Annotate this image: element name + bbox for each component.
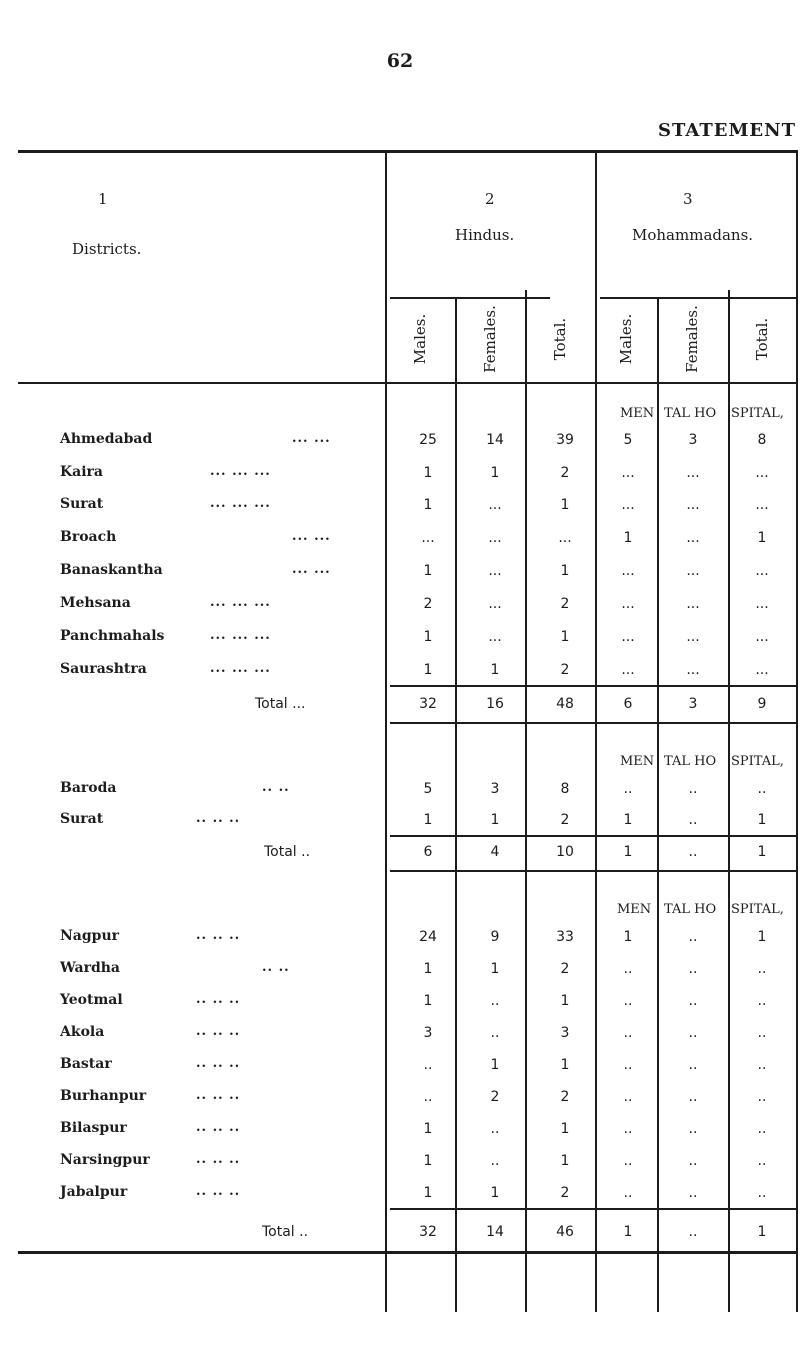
sub-moh-males: Males. <box>617 313 635 365</box>
cell-hindu-total: 1 <box>560 1153 570 1169</box>
cell-hindu-total: 8 <box>560 781 570 797</box>
statement-heading: STATEMENT <box>658 120 796 141</box>
total-top-rule <box>390 685 796 687</box>
leader-dots: ... ... ... <box>210 464 271 479</box>
cell-moh-females: .. <box>688 1153 698 1169</box>
total-moh-females: .. <box>688 844 698 860</box>
cell-moh-total: .. <box>757 1153 767 1169</box>
cell-moh-females: .. <box>688 781 698 797</box>
cell-moh-females: ... <box>686 497 700 513</box>
cell-moh-females: 3 <box>688 432 698 448</box>
cell-hindu-total: ... <box>558 530 572 546</box>
leader-dots: .. .. .. <box>196 1152 241 1167</box>
district-name: Akola <box>60 1024 105 1040</box>
total-moh-females: .. <box>688 1224 698 1240</box>
cell-hindu-females: ... <box>488 530 502 546</box>
cell-hindu-females: .. <box>490 1025 500 1041</box>
cell-hindu-males: 1 <box>423 993 433 1009</box>
cell-moh-total: 8 <box>757 432 767 448</box>
cell-moh-total: ... <box>755 497 769 513</box>
cell-hindu-males: 2 <box>423 596 433 612</box>
cell-moh-males: ... <box>621 497 635 513</box>
total-hindu-females: 16 <box>486 696 504 712</box>
district-name: Broach <box>60 529 117 545</box>
cell-moh-males: .. <box>623 1057 633 1073</box>
leader-dots: ... ... ... <box>210 628 271 643</box>
divider-districts <box>385 152 387 1312</box>
cell-hindu-males: .. <box>423 1089 433 1105</box>
cell-moh-total: .. <box>757 993 767 1009</box>
district-name: Banaskantha <box>60 562 163 578</box>
cell-hindu-females: ... <box>488 629 502 645</box>
divider-hindus <box>595 152 597 1312</box>
cell-moh-males: 1 <box>623 812 633 828</box>
district-name: Bastar <box>60 1056 112 1072</box>
subhead-men: MEN <box>617 902 652 917</box>
cell-hindu-females: 1 <box>490 1057 500 1073</box>
cell-moh-total: .. <box>757 1025 767 1041</box>
district-name: Mehsana <box>60 595 131 611</box>
cell-hindu-total: 1 <box>560 1057 570 1073</box>
leader-dots: .. .. .. <box>196 811 241 826</box>
col1-title: Districts. <box>72 240 142 258</box>
cell-moh-males: .. <box>623 1121 633 1137</box>
subhead-tal-ho: TAL HO <box>664 902 717 917</box>
leader-dots: ... ... ... <box>210 661 271 676</box>
right-border <box>796 152 798 1312</box>
cell-moh-males: .. <box>623 781 633 797</box>
cell-hindu-females: ... <box>488 497 502 513</box>
cell-hindu-total: 1 <box>560 563 570 579</box>
cell-hindu-females: ... <box>488 563 502 579</box>
cell-hindu-males: 1 <box>423 563 433 579</box>
cell-hindu-total: 2 <box>560 1089 570 1105</box>
cell-hindu-total: 2 <box>560 465 570 481</box>
cell-moh-females: .. <box>688 929 698 945</box>
leader-dots: ... ... <box>292 529 331 544</box>
total-moh-males: 1 <box>623 1224 633 1240</box>
subhead-spital: SPITAL, <box>731 754 784 769</box>
total-hindu-females: 14 <box>486 1224 504 1240</box>
total-bottom-rule <box>390 870 796 872</box>
cell-hindu-males: 1 <box>423 1185 433 1201</box>
district-name: Wardha <box>60 960 120 976</box>
cell-moh-total: ... <box>755 596 769 612</box>
total-hindu-total: 48 <box>556 696 574 712</box>
total-hindu-males: 32 <box>419 696 437 712</box>
cell-moh-females: .. <box>688 1089 698 1105</box>
cell-hindu-total: 33 <box>556 929 574 945</box>
leader-dots: .. .. .. <box>196 1088 241 1103</box>
cell-moh-females: ... <box>686 662 700 678</box>
col2-number: 2 <box>485 190 495 208</box>
cell-hindu-males: 1 <box>423 1121 433 1137</box>
cell-moh-total: ... <box>755 563 769 579</box>
cell-moh-males: .. <box>623 993 633 1009</box>
cell-moh-total: 1 <box>757 929 767 945</box>
leader-dots: .. .. .. <box>196 928 241 943</box>
cell-moh-total: ... <box>755 465 769 481</box>
cell-hindu-females: 1 <box>490 812 500 828</box>
cell-moh-females: ... <box>686 530 700 546</box>
cell-moh-females: ... <box>686 596 700 612</box>
total-hindu-total: 46 <box>556 1224 574 1240</box>
cell-hindu-total: 1 <box>560 1121 570 1137</box>
cell-moh-females: ... <box>686 465 700 481</box>
cell-moh-males: .. <box>623 1025 633 1041</box>
cell-hindu-males: 1 <box>423 812 433 828</box>
leader-dots: ... ... ... <box>210 496 271 511</box>
cell-moh-males: 5 <box>623 432 633 448</box>
total-label: Total .. <box>262 1224 309 1240</box>
cell-hindu-males: 1 <box>423 1153 433 1169</box>
cell-hindu-males: 5 <box>423 781 433 797</box>
cell-moh-total: .. <box>757 1089 767 1105</box>
district-name: Nagpur <box>60 928 120 944</box>
cell-moh-total: .. <box>757 1185 767 1201</box>
district-name: Yeotmal <box>60 992 123 1008</box>
sub-hindu-total: Total. <box>551 317 569 361</box>
cell-moh-males: .. <box>623 1153 633 1169</box>
district-name: Surat <box>60 496 104 512</box>
cell-hindu-females: ... <box>488 596 502 612</box>
cell-hindu-total: 2 <box>560 961 570 977</box>
col1-number: 1 <box>98 190 108 208</box>
page-number: 62 <box>386 50 414 72</box>
cell-moh-females: .. <box>688 1057 698 1073</box>
bottom-rule <box>18 1251 798 1254</box>
cell-moh-males: ... <box>621 465 635 481</box>
leader-dots: ... ... ... <box>210 595 271 610</box>
cell-hindu-females: 1 <box>490 465 500 481</box>
district-name: Ahmedabad <box>60 431 153 447</box>
total-bottom-rule <box>390 722 796 724</box>
cell-moh-total: .. <box>757 1121 767 1137</box>
total-label: Total ... <box>255 696 306 712</box>
col3-title: Mohammadans. <box>632 226 754 244</box>
leader-dots: .. .. <box>262 960 290 975</box>
total-top-rule <box>390 835 796 837</box>
district-name: Baroda <box>60 780 117 796</box>
cell-hindu-males: 25 <box>419 432 437 448</box>
subhead-spital: SPITAL, <box>731 902 784 917</box>
cell-hindu-females: .. <box>490 1153 500 1169</box>
cell-hindu-total: 2 <box>560 812 570 828</box>
cell-moh-females: .. <box>688 812 698 828</box>
cell-hindu-total: 1 <box>560 993 570 1009</box>
district-name: Burhanpur <box>60 1088 147 1104</box>
cell-hindu-total: 1 <box>560 629 570 645</box>
cell-hindu-females: 1 <box>490 662 500 678</box>
leader-dots: ... ... <box>292 562 331 577</box>
cell-moh-females: .. <box>688 1025 698 1041</box>
cell-moh-males: 1 <box>623 929 633 945</box>
total-hindu-males: 32 <box>419 1224 437 1240</box>
cell-moh-males: .. <box>623 1185 633 1201</box>
cell-moh-males: 1 <box>623 530 633 546</box>
total-moh-males: 6 <box>623 696 633 712</box>
col2-title: Hindus. <box>455 226 515 244</box>
cell-moh-total: .. <box>757 961 767 977</box>
leader-dots: .. .. .. <box>196 1056 241 1071</box>
cell-hindu-males: .. <box>423 1057 433 1073</box>
cell-moh-total: .. <box>757 1057 767 1073</box>
cell-moh-females: .. <box>688 993 698 1009</box>
total-moh-females: 3 <box>688 696 698 712</box>
leader-dots: .. .. <box>262 780 290 795</box>
cell-hindu-males: 1 <box>423 465 433 481</box>
district-name: Saurashtra <box>60 661 147 677</box>
cell-moh-males: ... <box>621 563 635 579</box>
district-name: Surat <box>60 811 104 827</box>
sub-hindu-males: Males. <box>411 313 429 365</box>
leader-dots: .. .. .. <box>196 992 241 1007</box>
total-moh-total: 1 <box>757 1224 767 1240</box>
total-hindu-males: 6 <box>423 844 433 860</box>
cell-hindu-females: 3 <box>490 781 500 797</box>
subhead-men: MEN <box>620 754 655 769</box>
sub-moh-total: Total. <box>753 317 771 361</box>
cell-hindu-females: 1 <box>490 1185 500 1201</box>
statement-table <box>0 150 798 1312</box>
sub-moh-females: Females. <box>683 305 701 373</box>
total-label: Total .. <box>264 844 311 860</box>
cell-hindu-males: 3 <box>423 1025 433 1041</box>
cell-moh-males: ... <box>621 662 635 678</box>
subhead-tal-ho: TAL HO <box>664 406 717 421</box>
cell-hindu-total: 39 <box>556 432 574 448</box>
cell-moh-females: ... <box>686 629 700 645</box>
leader-dots: .. .. .. <box>196 1024 241 1039</box>
leader-dots: ... ... <box>292 431 331 446</box>
cell-moh-total: .. <box>757 781 767 797</box>
cell-hindu-total: 3 <box>560 1025 570 1041</box>
cell-moh-total: 1 <box>757 812 767 828</box>
subhead-men: MEN <box>620 406 655 421</box>
total-hindu-total: 10 <box>556 844 574 860</box>
subhead-tal-ho: TAL HO <box>664 754 717 769</box>
district-name: Jabalpur <box>60 1184 128 1200</box>
leader-dots: .. .. .. <box>196 1184 241 1199</box>
total-moh-total: 9 <box>757 696 767 712</box>
header-bottom-rule <box>18 382 796 384</box>
cell-hindu-total: 2 <box>560 1185 570 1201</box>
district-name: Kaira <box>60 464 104 480</box>
sub-hindu-females: Females. <box>481 305 499 373</box>
cell-hindu-females: 14 <box>486 432 504 448</box>
total-hindu-females: 4 <box>490 844 500 860</box>
cell-hindu-males: 1 <box>423 961 433 977</box>
total-moh-males: 1 <box>623 844 633 860</box>
total-moh-total: 1 <box>757 844 767 860</box>
cell-moh-males: ... <box>621 629 635 645</box>
total-top-rule <box>390 1208 796 1210</box>
cell-moh-females: .. <box>688 1121 698 1137</box>
district-name: Panchmahals <box>60 628 165 644</box>
cell-hindu-males: 1 <box>423 497 433 513</box>
cell-moh-total: 1 <box>757 530 767 546</box>
cell-hindu-females: .. <box>490 993 500 1009</box>
top-rule <box>18 150 798 153</box>
cell-hindu-females: 9 <box>490 929 500 945</box>
cell-hindu-males: 1 <box>423 629 433 645</box>
cell-moh-total: ... <box>755 662 769 678</box>
cell-hindu-total: 2 <box>560 596 570 612</box>
cell-hindu-females: .. <box>490 1121 500 1137</box>
cell-moh-total: ... <box>755 629 769 645</box>
subhead-spital: SPITAL, <box>731 406 784 421</box>
cell-hindu-males: 1 <box>423 662 433 678</box>
cell-moh-males: ... <box>621 596 635 612</box>
cell-hindu-females: 2 <box>490 1089 500 1105</box>
cell-moh-females: ... <box>686 563 700 579</box>
cell-hindu-males: ... <box>421 530 435 546</box>
district-name: Bilaspur <box>60 1120 127 1136</box>
leader-dots: .. .. .. <box>196 1120 241 1135</box>
cell-moh-males: .. <box>623 1089 633 1105</box>
cell-moh-females: .. <box>688 1185 698 1201</box>
cell-hindu-females: 1 <box>490 961 500 977</box>
col3-number: 3 <box>683 190 693 208</box>
cell-moh-females: .. <box>688 961 698 977</box>
cell-hindu-total: 2 <box>560 662 570 678</box>
cell-hindu-total: 1 <box>560 497 570 513</box>
cell-moh-males: .. <box>623 961 633 977</box>
district-name: Narsingpur <box>60 1152 150 1168</box>
cell-hindu-males: 24 <box>419 929 437 945</box>
